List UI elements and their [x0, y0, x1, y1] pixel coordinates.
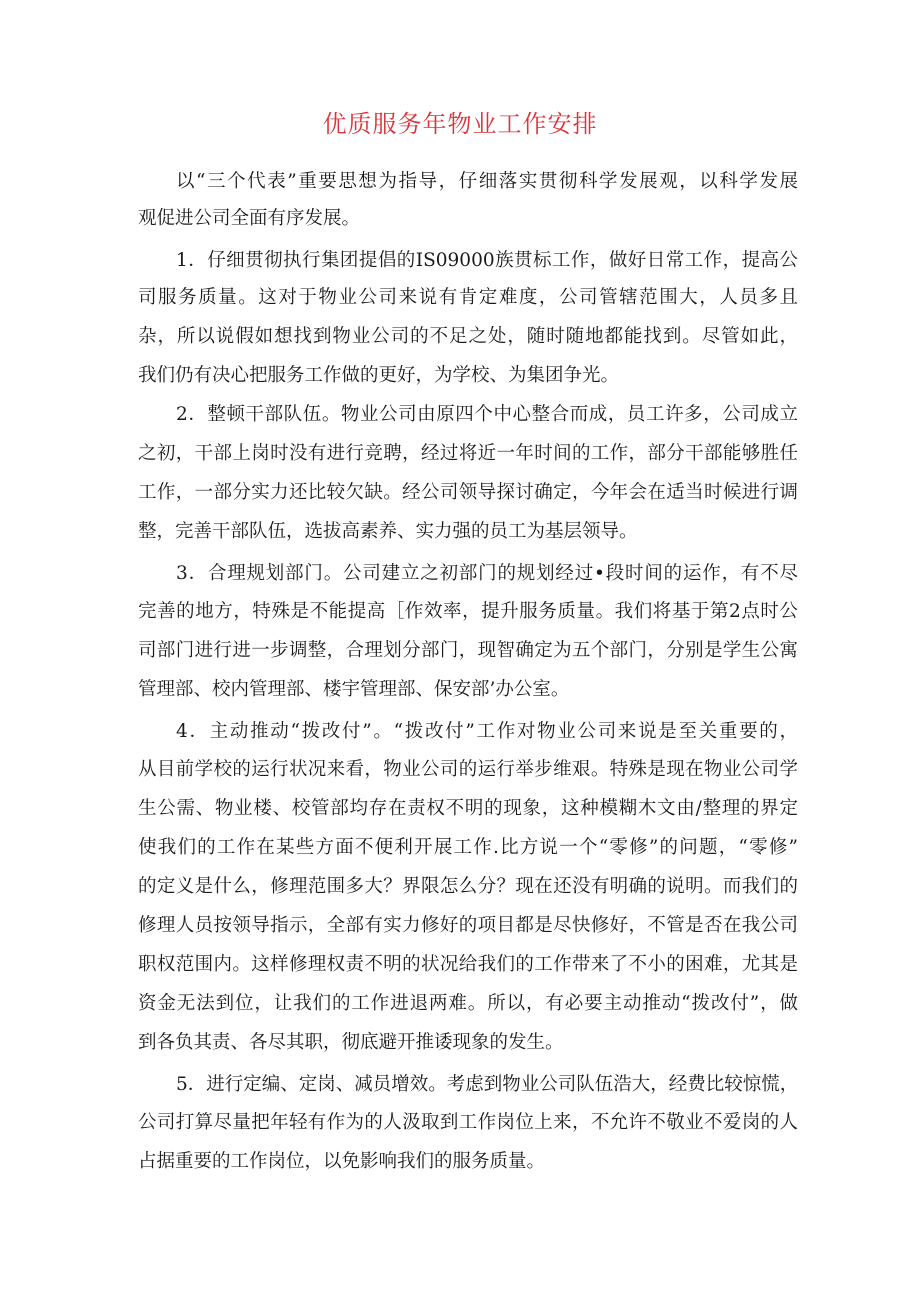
- paragraph-2-line-4: 整，完善干部队伍，选拔高素养、实力强的员工为基层领导。: [138, 521, 638, 542]
- paragraph-4-line-2: 从目前学校的运行状况来看，物业公司的运行举步维艰。特殊是现在物业公司学: [138, 759, 798, 780]
- paragraph-1-line-2: 司服务质量。这对于物业公司来说有肯定难度，公司管辖范围大，人员多且: [138, 287, 798, 308]
- paragraph-1-line-1: 1．仔细贯彻执行集团提倡的IS09000族贯标工作，做好日常工作，提高公: [176, 250, 798, 271]
- document-title: 优质服务年物业工作安排: [322, 110, 598, 138]
- paragraph-1-line-4: 我们仍有决心把服务工作做的更好，为学校、为集团争光。: [138, 365, 620, 386]
- paragraph-intro-line-2: 观促进公司全面有序发展。: [138, 208, 361, 229]
- paragraph-4-line-6: 修理人员按领导指示，全部有实力修好的项目都是尽快修好，不管是否在我公司: [138, 915, 798, 936]
- paragraph-4-line-8: 资金无法到位，让我们的工作进退两难。所以，有必要主动推动“拨改付”，做: [138, 993, 798, 1014]
- paragraph-4-line-1: 4．主动推动“拨改付”。“拨改付”工作对物业公司来说是至关重要的，: [176, 721, 798, 742]
- paragraph-3-line-1: 3．合理规划部门。公司建立之初部门的规划经过•段时间的运作，有不尽: [176, 563, 798, 584]
- paragraph-4-line-4: 使我们的工作在某些方面不便利开展工作.比方说一个“零修”的问题，“零修”: [138, 837, 798, 858]
- paragraph-5-line-3: 占据重要的工作岗位，以免影响我们的服务质量。: [138, 1151, 546, 1172]
- paragraph-4-line-7: 职权范围内。这样修理权责不明的状况给我们的工作带来了不小的困难，尤其是: [138, 954, 798, 975]
- paragraph-3-line-3: 司部门进行进一步调整，合理划分部门，现智确定为五个部门，分别是学生公寓: [138, 640, 798, 661]
- paragraph-2-line-1: 2．整顿干部队伍。物业公司由原四个中心整合而成，员工许多，公司成立: [176, 404, 798, 425]
- paragraph-4-line-5: 的定义是什么，修理范围多大？界限怎么分？现在还没有明确的说明。而我们的: [138, 876, 798, 897]
- paragraph-1-line-3: 杂，所以说假如想找到物业公司的不足之处，随时随地都能找到。尽管如此，: [138, 326, 798, 347]
- paragraph-4-line-9: 到各负其责、各尽其职，彻底避开推诿现象的发生。: [138, 1032, 564, 1053]
- paragraph-intro-line-1: 以“三个代表”重要思想为指导，仔细落实贯彻科学发展观，以科学发展: [176, 171, 798, 192]
- paragraph-5-line-2: 公司打算尽量把年轻有作为的人汲取到工作岗位上来，不允许不敬业不爱岗的人: [138, 1112, 798, 1133]
- paragraph-2-line-3: 工作，一部分实力还比较欠缺。经公司领导探讨确定，今年会在适当时候进行调: [138, 482, 798, 503]
- paragraph-3-line-4: 管理部、校内管理部、楼宇管理部、保安部’办公室。: [138, 679, 570, 700]
- paragraph-5-line-1: 5．进行定编、定岗、减员增效。考虑到物业公司队伍浩大，经费比较惊慌，: [176, 1074, 798, 1095]
- paragraph-4-line-3: 生公需、物业楼、校管部均存在责权不明的现象，这种模糊木文由/整理的界定: [138, 798, 798, 819]
- paragraph-3-line-2: 完善的地方，特殊是不能提高［作效率，提升服务质量。我们将基于第2点时公: [138, 601, 798, 622]
- paragraph-2-line-2: 之初，干部上岗时没有进行竞聘，经过将近一年时间的工作，部分干部能够胜任: [138, 443, 798, 464]
